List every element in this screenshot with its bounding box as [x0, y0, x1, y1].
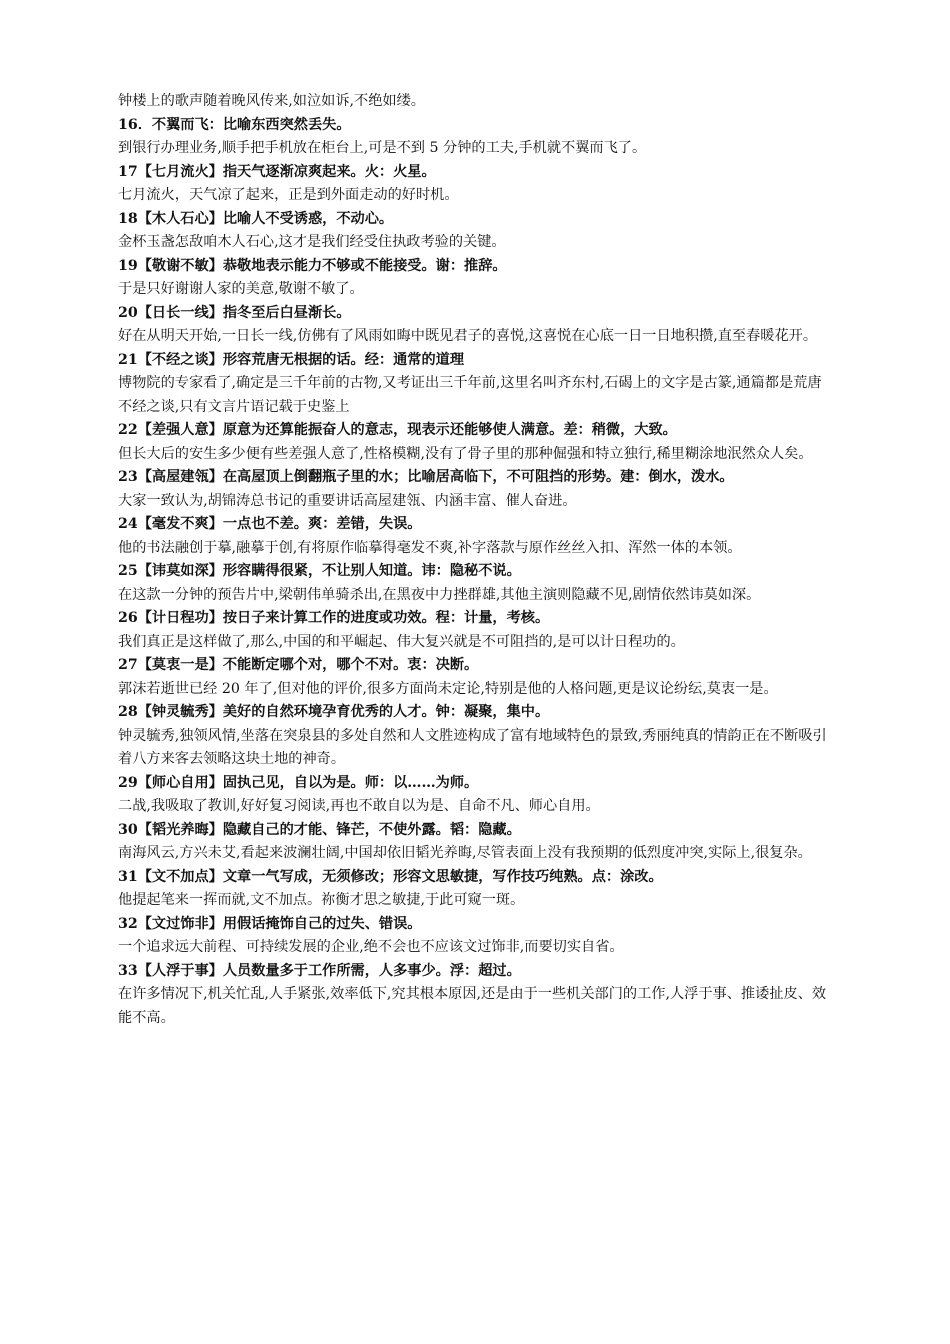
idiom-heading: 24【毫发不爽】一点也不差。爽：差错，失误。 [118, 516, 422, 532]
example-sentence: 郭沫若逝世已经 20 年了,但对他的评价,很多方面尚未定论,特别是他的人格问题,更是议论纷纭,莫衷一是。 [118, 680, 778, 697]
idiom-heading: 26【计日程功】按日子来计算工作的进度或功效。程：计量，考核。 [118, 610, 550, 626]
example-sentence: 钟楼上的歌声随着晚风传来,如泣如诉,不绝如缕。 [118, 93, 425, 109]
idiom-heading: 23【高屋建瓴】在高屋顶上倒翻瓶子里的水；比喻居高临下，不可阻挡的形势。建：倒水，泼水。 [118, 469, 734, 485]
example-sentence: 博物院的专家看了,确定是三千年前的古物,又考证出三千年前,这里名叫齐东村,石碣上的文字是古篆,通篇都是荒唐不经之谈,只有文言片语记载于史鉴上 [118, 375, 822, 415]
idiom-heading: 20【日长一线】指冬至后白昼渐长。 [118, 304, 351, 321]
example-sentence: 在许多情况下,机关忙乱,人手紧张,效率低下,究其根本原因,还是由于一些机关部门的工作,人浮于事、推诿扯皮、效能不高。 [118, 986, 827, 1026]
example-sentence: 但长大后的安生多少便有些差强人意了,性格模糊,没有了骨子里的那种倔强和特立独行,稀里糊涂地泯然众人矣。 [118, 445, 813, 462]
example-sentence: 他提起笔来一挥而就,文不加点。祢衡才思之敏捷,于此可窥一斑。 [118, 892, 525, 908]
idiom-heading: 18【木人石心】比喻人不受诱惑，不动心。 [118, 210, 394, 227]
example-sentence: 到银行办理业务,顺手把手机放在柜台上,可是不到 5 分钟的工夫,手机就不翼而飞了。 [118, 140, 647, 156]
example-sentence: 于是只好谢谢人家的美意,敬谢不敏了。 [118, 281, 364, 297]
example-sentence: 我们真正是这样做了,那么,中国的和平崛起、伟大复兴就是不可阻挡的,是可以计日程功的。 [118, 633, 685, 650]
document-body [118, 90, 830, 1030]
example-sentence: 二战,我吸取了教训,好好复习阅读,再也不敢自以为是、自命不凡、师心自用。 [118, 798, 600, 814]
idiom-heading: 17【七月流火】指天气逐渐凉爽起来。火：火星。 [118, 163, 436, 180]
idiom-heading: 30【韬光养晦】隐藏自己的才能、锋芒，不使外露。韬：隐藏。 [118, 821, 521, 838]
example-sentence: 金杯玉盏怎敌咱木人石心,这才是我们经受住执政考验的关键。 [118, 234, 506, 250]
example-sentence: 一个追求远大前程、可持续发展的企业,绝不会也不应该文过饰非,而要切实自省。 [118, 939, 624, 955]
example-sentence: 在这款一分钟的预告片中,梁朝伟单骑杀出,在黑夜中力挫群雄,其他主演则隐藏不见,剧情依然讳莫如深。 [118, 586, 761, 603]
example-sentence: 好在从明天开始,一日长一线,仿佛有了风雨如晦中既见君子的喜悦,这喜悦在心底一日一日地积攒,直至春暖花开。 [118, 328, 818, 344]
example-sentence: 大家一致认为,胡锦涛总书记的重要讲话高屋建瓴、内涵丰富、催人奋进。 [118, 492, 577, 509]
idiom-heading: 27【莫衷一是】不能断定哪个对，哪个不对。衷：决断。 [118, 657, 479, 673]
idiom-heading: 22【差强人意】原意为还算能振奋人的意志，现表示还能够使人满意。差：稍微，大致。 [118, 422, 677, 438]
idiom-heading: 33【人浮于事】人员数量多于工作所需，人多事少。浮：超过。 [118, 962, 521, 979]
idiom-heading: 21【不经之谈】形容荒唐无根据的话。经：通常的道理 [118, 351, 465, 368]
example-sentence: 他的书法融创于摹,融摹于创,有将原作临摹得毫发不爽,补字落款与原作丝丝入扣、浑然一体的本领。 [118, 539, 742, 556]
idiom-heading: 31【文不加点】文章一气写成，无须修改；形容文思敏捷，写作技巧纯熟。点：涂改。 [118, 868, 663, 885]
idiom-heading: 25【讳莫如深】形容瞒得很紧，不让别人知道。讳：隐秘不说。 [118, 563, 521, 579]
idiom-heading: 32【文过饰非】用假话掩饰自己的过失、错误。 [118, 915, 422, 932]
idiom-heading: 16．不翼而飞：比喻东西突然丢失。 [118, 116, 351, 133]
idiom-heading: 29【师心自用】固执己见，自以为是。师：以……为师。 [118, 774, 479, 791]
example-sentence: 钟灵毓秀,独领风情,坐落在突泉县的多处自然和人文胜迹构成了富有地域特色的景致,秀丽纯真的情韵正在不断吸引着八方来客去领略这块土地的神奇。 [118, 727, 827, 767]
example-sentence: 南海风云,方兴未艾,看起来波澜壮阔,中国却依旧韬光养晦,尽管表面上没有我预期的低烈度冲突,实际上,很复杂。 [118, 845, 812, 861]
idiom-heading: 28【钟灵毓秀】美好的自然环境孕育优秀的人才。钟：凝聚，集中。 [118, 704, 550, 720]
idiom-heading: 19【敬谢不敏】恭敬地表示能力不够或不能接受。谢：推辞。 [118, 257, 507, 274]
example-sentence: 七月流火，天气凉了起来，正是到外面走动的好时机。 [118, 187, 459, 203]
